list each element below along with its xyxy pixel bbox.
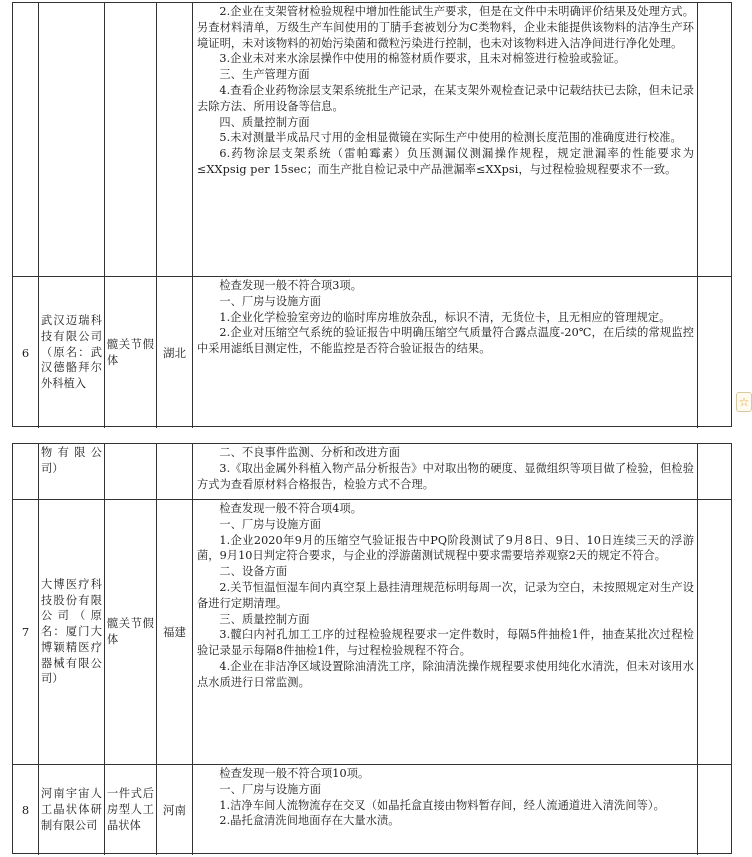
table-row-6-continued bbox=[13, 444, 731, 499]
finding-text: 6.药物涂层支架系统（雷帕霉素）负压测漏仪测漏操作规程，规定泄漏率的性能要求为≤XXpsig per 15sec；而生产批自检记录中产品泄漏率≤XXpsi，与过程检验规程要求不一致。 bbox=[197, 147, 694, 176]
table-row-7 bbox=[13, 499, 731, 764]
cell-company bbox=[39, 277, 105, 428]
company-name: 河南宇宙人工晶状体研制有限公司 bbox=[41, 787, 102, 832]
cell-company bbox=[39, 500, 105, 764]
finding-text: 4.企业在非洁净区域设置除油清洗工序，除油清洗操作规程要求使用纯化水清洗，但未对该用水点水质进行日常监测。 bbox=[197, 659, 694, 689]
cell-findings bbox=[193, 500, 698, 764]
cell-category bbox=[105, 765, 157, 855]
table-row-continued bbox=[13, 3, 731, 276]
finding-text: 1.洁净车间人流物流存在交叉（如晶托盒直接由物料暂存间，经人流通道进入清洗间等）。 bbox=[219, 798, 665, 812]
product-category: 髋关节假体 bbox=[107, 617, 154, 646]
cell-findings bbox=[193, 765, 698, 855]
cell-company bbox=[39, 3, 105, 276]
table-row-8 bbox=[13, 764, 731, 855]
province: 福建 bbox=[157, 500, 193, 764]
cell-province bbox=[157, 444, 193, 499]
cell-num bbox=[13, 3, 39, 276]
finding-text: 5.未对测量半成品尺寸用的金相显微镜在实际生产中使用的检测长度范围的准确度进行校准。 bbox=[219, 131, 682, 145]
cell-remark bbox=[698, 277, 731, 428]
row-number: 6 bbox=[13, 277, 39, 428]
section-heading: 三、生产管理方面 bbox=[219, 68, 310, 82]
finding-text: 4.查看企业药物涂层支架系统批生产记录，在某支架外观检查记录中记载结扶已去除，但未记录去除方法、所用设备等信息。 bbox=[197, 83, 694, 113]
cell-findings bbox=[193, 444, 698, 499]
table-page-1 bbox=[12, 2, 732, 427]
company-name: 大博医疗科技股份有限公司（原名：厦门大博颖精医疗器械有限公司） bbox=[41, 577, 102, 686]
product-category: 一件式后房型人工晶状体 bbox=[107, 787, 154, 832]
finding-text: 2.企业对压缩空气系统的验证报告中明确压缩空气质量符合露点温度-20℃，在后续的常规监控中采用滤纸目测定性，不能监控是否符合验证报告的结果。 bbox=[197, 326, 694, 356]
product-category: 髋关节假体 bbox=[107, 337, 154, 367]
company-name: 物有限公司） bbox=[41, 446, 102, 475]
finding-text: 2.企业在支架管材检验规程中增加性能试生产要求，但是在文件中未明确评价结果及处理方式。另查材料清单，万级生产车间使用的丁腈手套被划分为C类物料，企业未能提供该物料的洁净生产环境证明，未对该物料的初始污染菌和微粒污染进行控制，也未对该物料进入洁净间进行净化处理。 bbox=[197, 5, 694, 50]
finding-summary: 检查发现一般不符合项4项。 bbox=[219, 502, 363, 515]
finding-text: 1.企业化学检验室旁边的临时库房堆放杂乱，标识不清，无货位卡，且无相应的管理规定。 bbox=[219, 310, 671, 324]
section-heading: 三、质量控制方面 bbox=[219, 612, 310, 626]
finding-summary: 检查发现一般不符合项3项。 bbox=[219, 279, 363, 292]
cell-remark bbox=[698, 765, 731, 855]
section-heading: 二、不良事件监测、分析和改进方面 bbox=[219, 446, 400, 459]
province: 湖北 bbox=[157, 277, 193, 428]
cell-remark bbox=[698, 3, 731, 276]
cell-category bbox=[105, 444, 157, 499]
section-heading: 四、质量控制方面 bbox=[219, 115, 310, 129]
cell-findings bbox=[193, 277, 698, 428]
cell-company bbox=[39, 444, 105, 499]
finding-summary: 检查发现一般不符合项10项。 bbox=[219, 767, 370, 780]
finding-text: 2.关节恒温恒湿车间内真空泵上悬挂清理规范标明每周一次，记录为空白，未按照规定对生产设备进行定期清理。 bbox=[197, 580, 694, 610]
cell-company bbox=[39, 765, 105, 855]
cell-province bbox=[157, 3, 193, 276]
row-number: 7 bbox=[13, 500, 39, 764]
section-heading: 一、厂房与设施方面 bbox=[219, 517, 321, 531]
finding-text: 3.《取出金属外科植入物产品分析报告》中对取出物的硬度、显微组织等项目做了检验，但检验方式为查看原材料合格报告，检验方式不合理。 bbox=[197, 461, 694, 491]
province: 河南 bbox=[157, 765, 193, 855]
row-number: 8 bbox=[13, 765, 39, 855]
section-heading: 一、厂房与设施方面 bbox=[219, 294, 321, 308]
finding-text: 3.髋臼内衬孔加工工序的过程检验规程要求一定件数时，每隔5件抽检1件，抽查某批次过程检验记录显示每隔8件抽检1件，与过程检验规程不符合。 bbox=[197, 628, 694, 658]
table-row-6 bbox=[13, 276, 731, 428]
cell-remark bbox=[698, 500, 731, 764]
company-name: 武汉迈瑞科技有限公司（原名：武汉德骼拜尔外科植入 bbox=[41, 314, 102, 391]
star-icon[interactable]: ☆ bbox=[736, 392, 752, 412]
finding-text: 3.企业未对来水涂层操作中使用的棉签材质作要求，且未对棉签进行检验或验证。 bbox=[219, 52, 626, 66]
finding-text: 2.晶托盒清洗间地面存在大量水渍。 bbox=[219, 814, 400, 828]
finding-text: 1.企业2020年9月的压缩空气验证报告中PQ阶段测试了9月8日、9日、10日连续三天的浮游菌，9月10日判定符合要求，与企业的浮游菌测试规程中要求需要培养观察2天的规定不符合。 bbox=[197, 533, 694, 563]
cell-category bbox=[105, 277, 157, 428]
cell-remark bbox=[698, 444, 731, 499]
cell-category bbox=[105, 3, 157, 276]
cell-category bbox=[105, 500, 157, 764]
table-page-2 bbox=[12, 443, 732, 854]
section-heading: 一、厂房与设施方面 bbox=[219, 782, 321, 796]
section-heading: 二、设备方面 bbox=[219, 565, 288, 579]
cell-findings bbox=[193, 3, 698, 276]
cell-num bbox=[13, 444, 39, 499]
